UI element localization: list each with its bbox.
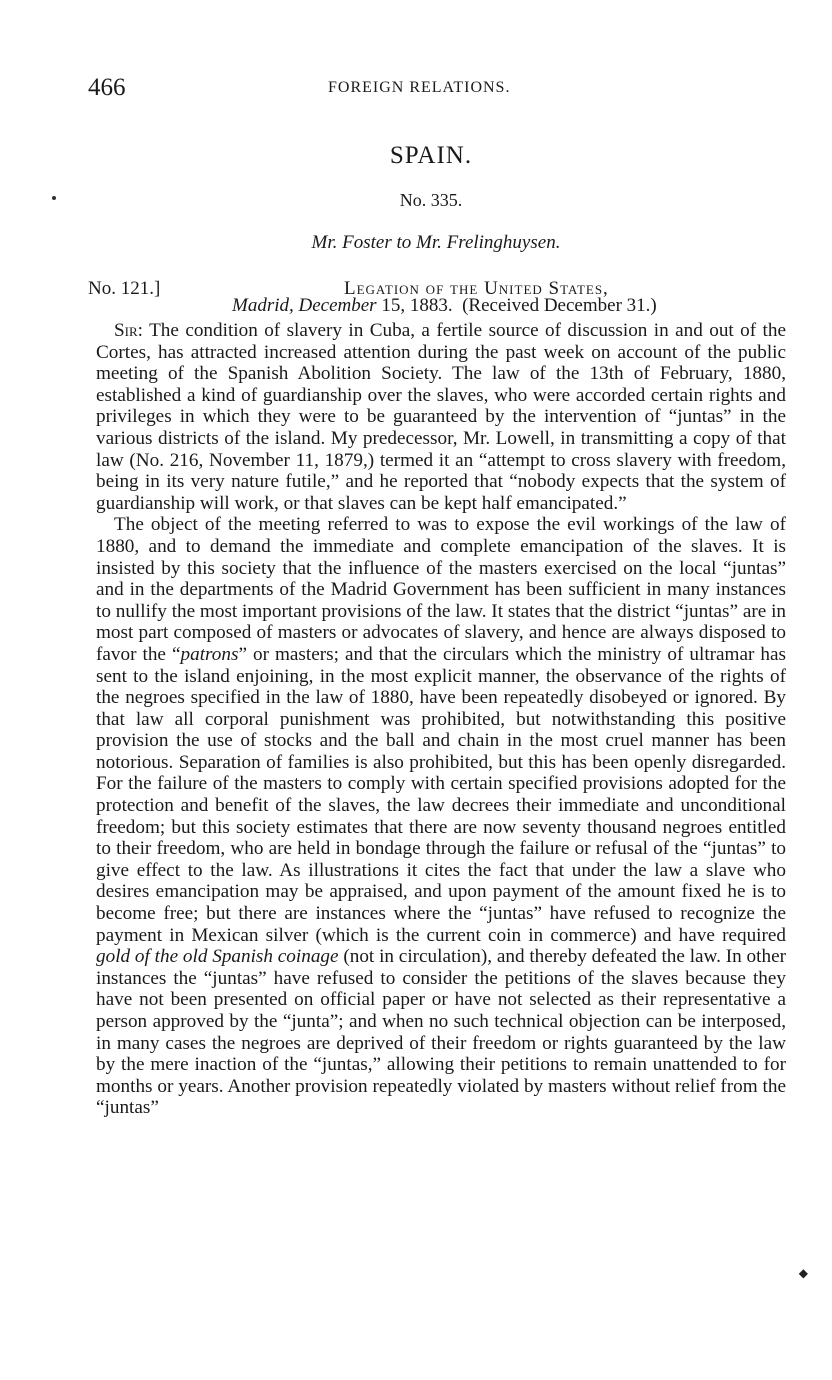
dateline-date: 15, 1883. xyxy=(381,295,453,316)
paragraph-2-part-2: ” or masters; and that the circulars which the ministry of ultramar has sent to the island enjoining, in the most explicit manner, the observance of the rights of the negroes specified in the law of 1880, have been repeatedly disobeyed or ignored. By that law all corporal punishment was prohibited, but notwithstanding this positive provision the use of stocks and the ball and chain in the most cruel manner has been notorious. Separation of families is also prohibited, but this has been openly disregarded. For the failure of the masters to comply with certain specified provisions adopted for the protection and benefit of the slaves, the law decrees their immediate and unconditional freedom; but this society estimates that there are now seventy thousand negroes entitled to their freedom, who are held in bondage through the failure or refusal of the “juntas” to give effect to the law. As illustrations it cites the fact that under the law a slave who desires emancipation may be appraised, and upon payment of the amount fixed he is to become free; but there are instances where the “juntas” have refused to recognize the payment in Mexican silver (which is the current coin in commerce) and have required xyxy=(96,643,786,946)
correspondents-line: Mr. Foster to Mr. Frelinghuysen. xyxy=(311,232,561,253)
dateline-place: Madrid, xyxy=(232,295,294,316)
running-title: FOREIGN RELATIONS. xyxy=(328,79,511,96)
legation-name: Legation of the United States, xyxy=(344,278,609,299)
paragraph-2 xyxy=(96,514,786,1119)
paragraph-1 xyxy=(96,320,786,514)
margin-mark: ◆ xyxy=(798,1266,808,1280)
dateline xyxy=(232,295,657,317)
paragraph-2-patrons: patrons xyxy=(180,643,239,665)
running-head xyxy=(88,74,788,104)
document-number: No. 335. xyxy=(399,190,463,210)
paragraph-2-part-1: The object of the meeting referred to was to expose the evil workings of the law of 1880, and to demand the immediate and complete emancipation of the slaves. It is insisted by this society that the influence of the masters exercised on the local “juntas” and in the departments of the Madrid Government has been sufficient in many instances to nullify the most important provisions of the law. It states that the district “juntas” are in most part composed of masters or advocates of slavery, and hence are always disposed to favor the “ xyxy=(96,514,786,665)
section-heading: SPAIN. xyxy=(389,142,473,169)
dateline-month: December xyxy=(298,295,377,316)
letter-body xyxy=(96,320,786,1119)
dispatch-number: No. 121.] xyxy=(88,278,161,299)
salutation: Sir: xyxy=(114,320,144,341)
page-number: 466 xyxy=(88,74,126,101)
paragraph-1-text: The condition of slavery in Cuba, a fertile source of discussion in and out of the Cortes, has attracted increased attention during the past week on account of the public meeting of the Spanish Abolition Society. The law of the 13th of February, 1880, established a kind of guardianship over the slaves, who were accorded certain rights and privileges in which they were to be guaranteed by the intervention of “juntas” in the various districts of the island. My predecessor, Mr. Lowell, in transmitting a copy of that law (No. 216, November 11, 1879,) termed it an “attempt to cross slavery with freedom, being in its very nature futile,” and he reported that “nobody expects that the system of guardianship will work, or that slaves can be kept half emancipated.” xyxy=(96,320,786,514)
paragraph-2-part-3: (not in circulation), and thereby defeated the law. In other instances the “juntas” have refused to consider the petitions of the slaves because they have not been presented on official paper or have not selected as their representative a person approved by the “junta”; and when no such technical objection can be interposed, in many cases the negroes are deprived of their freedom or rights guaranteed by the law by the mere inaction of the “juntas,” allowing their petitions to remain unattended to for months or years. Another provision repeatedly violated by masters without relief from the “juntas” xyxy=(96,946,786,1119)
print-speck xyxy=(52,196,56,200)
received-note: (Received December 31.) xyxy=(462,295,657,316)
paragraph-2-gold-coinage: gold of the old Spanish coinage xyxy=(96,946,339,968)
